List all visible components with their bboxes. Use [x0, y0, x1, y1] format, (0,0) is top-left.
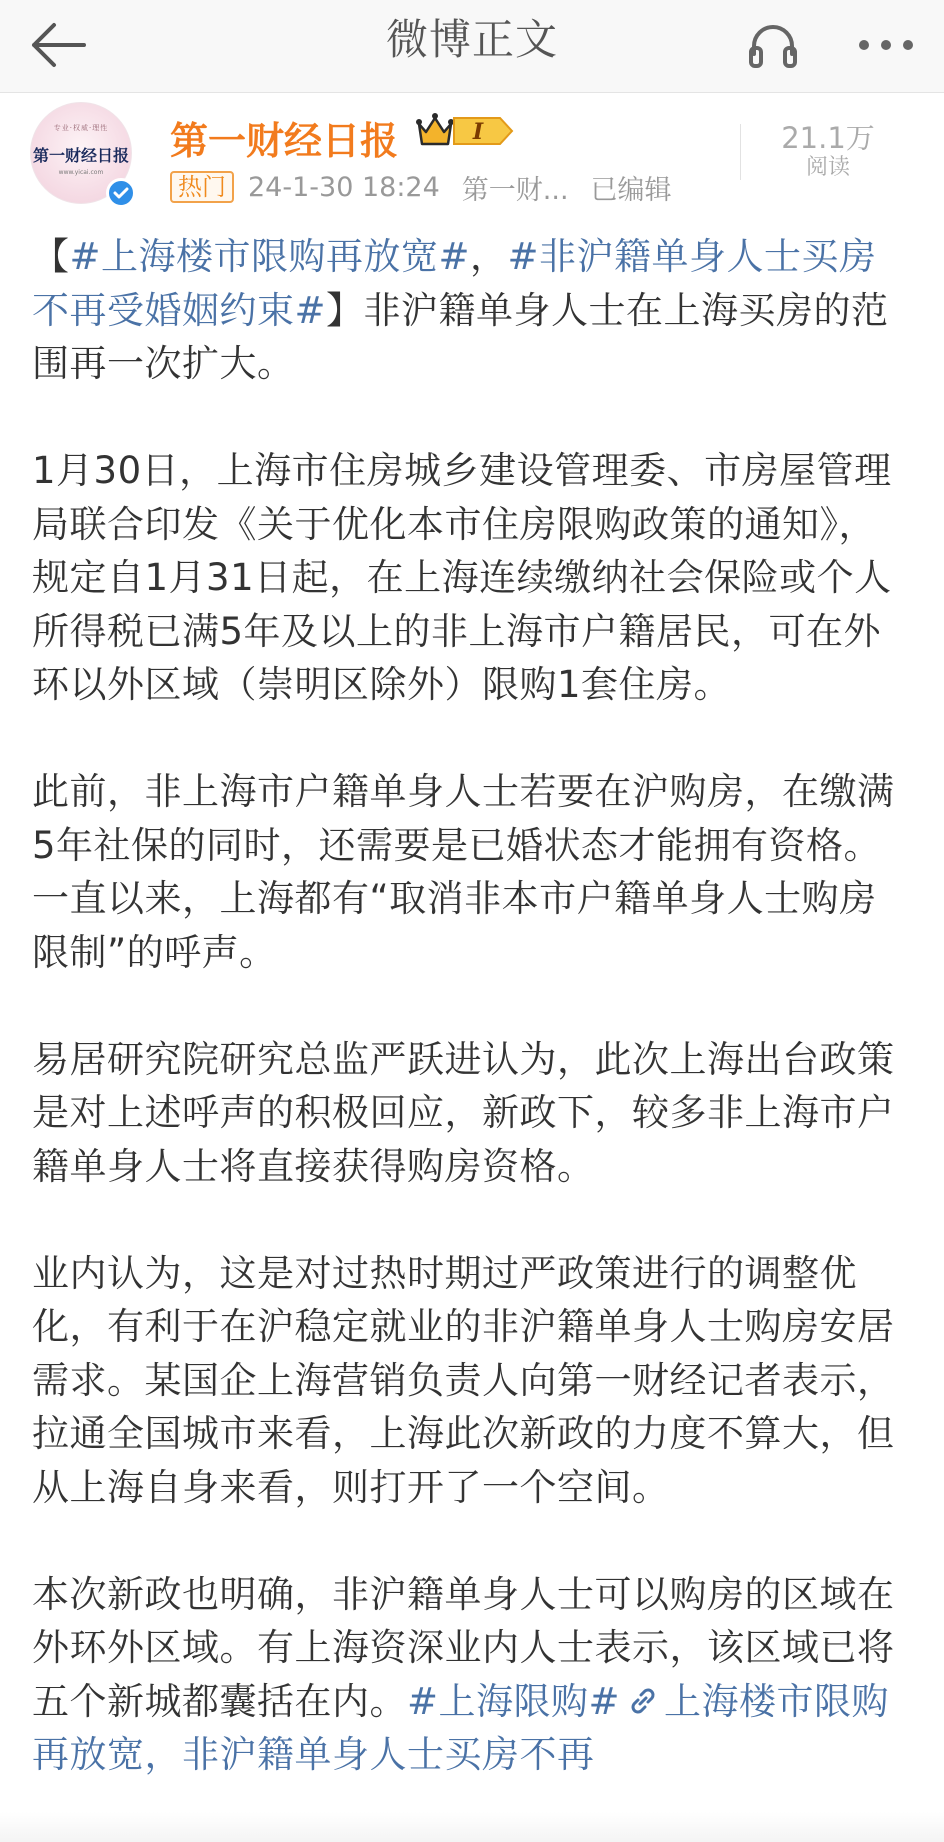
post-timestamp: 24-1-30 18:24 [248, 171, 440, 203]
article-link[interactable]: 上海楼市限购再放宽，非沪籍单身人士买房不再 [32, 1679, 890, 1776]
post-paragraph-5: 业内认为，这是对过热时期过严政策进行的调整优化，有利于在沪稳定就业的非沪籍单身人士购房安居需求。某国企上海营销负责人向第一财经记者表示，拉通全国城市来看，上海此次新政的力度不算大，但从上海自身来看，则打开了一个空间。 [32, 1251, 895, 1509]
level-badge-text: I [472, 119, 484, 145]
bracket-close: 】 [326, 288, 364, 332]
post-paragraph-3: 此前，非上海市户籍单身人士若要在沪购房，在缴满5年社保的同时，还需要是已婚状态才能拥有资格。一直以来，上海都有“取消非本市户籍单身人士购房限制”的呼声。 [32, 770, 895, 974]
topic-link-shanghai-limit[interactable]: #上海限购# [407, 1679, 621, 1723]
post-paragraph-6-text: 本次新政也明确，非沪籍单身人士可以购房的区域在外环外区域。有上海资深业内人士表示，该区域已将五个新城都囊括在内。 [32, 1572, 895, 1723]
topic-link-shanghai-restriction[interactable]: #上海楼市限购再放宽# [69, 235, 471, 278]
hot-badge: 热门 [170, 171, 234, 203]
read-count: 21.1万 [781, 121, 875, 155]
headphones-icon [746, 20, 800, 70]
topic-link-single-buyers[interactable]: #非沪籍单身人士买房不再受婚姻约束# [32, 235, 877, 332]
post-paragraph-2: 1月30日，上海市住房城乡建设管理委、市房屋管理局联合印发《关于优化本市住房限购政策的通知》，规定自1月31日起，在上海连续缴纳社会保险或个人所得税已满5年及以上的非上海市户籍居民，可在外环以外区域（崇明区除外）限购1套住房。 [32, 449, 892, 706]
author-header [0, 92, 944, 212]
header-divider [740, 124, 741, 180]
avatar-tagline: 专业·权威·理性 [53, 124, 109, 132]
bottom-fade-overlay [0, 1812, 944, 1842]
link-icon [626, 1684, 660, 1718]
post-paragraph-4: 易居研究院研究总监严跃进认为，此次上海出台政策是对上述呼声的积极回应，新政下，较多非上海市户籍单身人士将直接获得购房资格。 [32, 1037, 895, 1188]
listen-button[interactable] [740, 12, 806, 78]
topic-comma: ， [470, 235, 508, 278]
bracket-open: 【 [32, 235, 70, 278]
post-paragraph-1 [32, 230, 912, 391]
post-paragraph-6 [32, 1568, 912, 1782]
post-meta [170, 170, 694, 204]
avatar[interactable] [30, 102, 138, 210]
crown-icon [416, 110, 454, 150]
post-lead-text: 非沪籍单身人士在上海买房的范围再一次扩大。 [32, 288, 889, 385]
page-title: 微博正文 [385, 15, 558, 64]
avatar-logo-text: 第一财经日报 [32, 146, 129, 165]
avatar-url-text: www.yicai.com [58, 169, 104, 176]
post-body [32, 230, 912, 1810]
edited-label[interactable]: 已编辑 [590, 174, 672, 206]
read-label: 阅读 [805, 155, 850, 180]
verified-check-icon [106, 178, 136, 208]
post-source[interactable]: 第一财... [461, 174, 569, 206]
more-dots-icon [856, 38, 916, 52]
level-badge-icon [452, 114, 514, 148]
top-navbar [0, 0, 944, 93]
author-name[interactable]: 第一财经日报 [170, 119, 399, 163]
more-button[interactable] [848, 12, 924, 78]
